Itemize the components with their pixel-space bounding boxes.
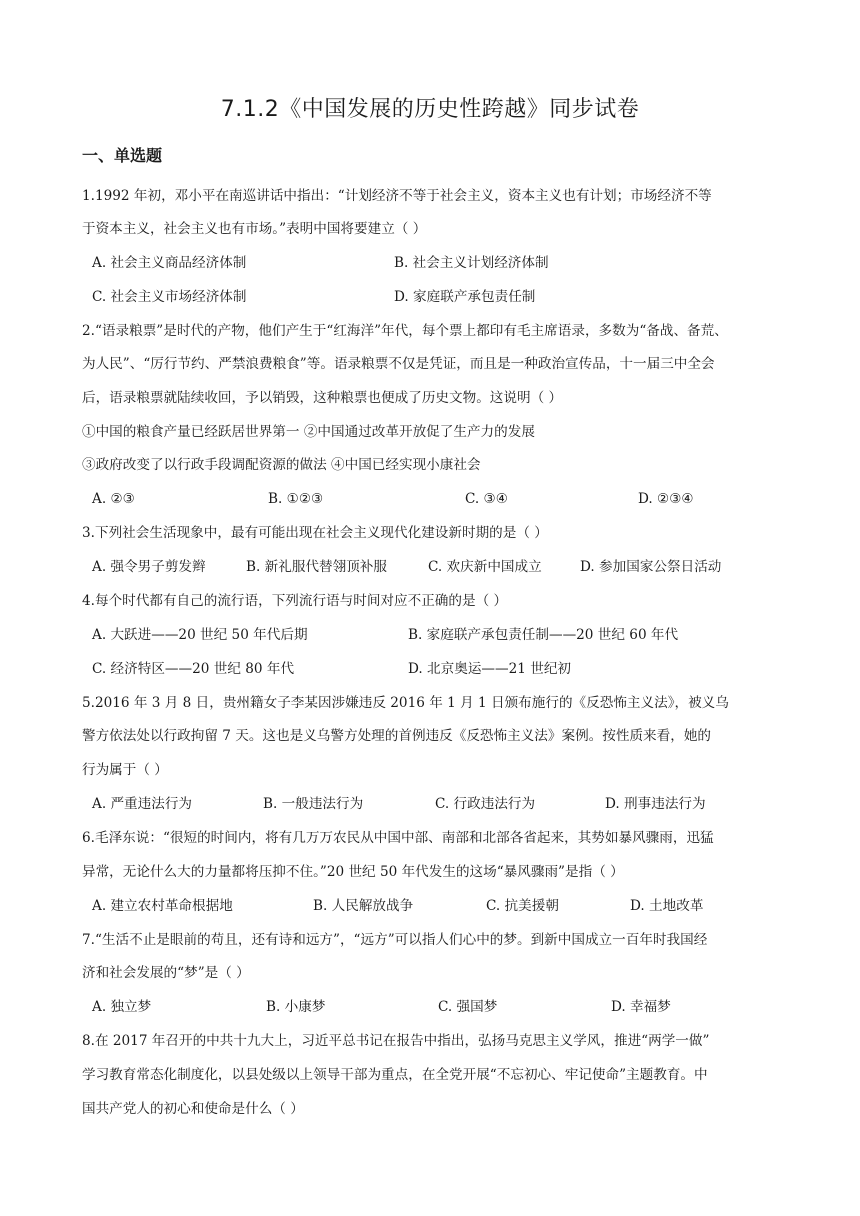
question-2-option-b: B. ①②③ — [268, 491, 324, 507]
question-1-line-2: 于资本主义，社会主义也有市场。”表明中国将要建立（ ） — [82, 221, 427, 237]
question-6-line-1: 6.毛泽东说：“很短的时间内，将有几万万农民从中国中部、南部和北部各省起来，其势如暴风骤雨，迅猛 — [82, 830, 714, 846]
question-6-line-2: 异常，无论什么大的力量都将压抑不住。”20 世纪 50 年代发生的这场“暴风骤雨”是指（ ） — [82, 864, 624, 880]
question-4-line-1: 4.每个时代都有自己的流行语，下列流行语与时间对应不正确的是（ ） — [82, 593, 508, 609]
question-1-option-d: D. 家庭联产承包责任制 — [394, 289, 536, 305]
question-5-option-a: A. 严重违法行为 — [92, 796, 193, 812]
question-7-option-b: B. 小康梦 — [266, 999, 326, 1015]
question-7-line-2: 济和社会发展的“梦”是（ ） — [82, 965, 250, 981]
question-4-option-b: B. 家庭联产承包责任制——20 世纪 60 年代 — [408, 627, 679, 643]
question-8-line-2: 学习教育常态化制度化，以县处级以上领导干部为重点，在全党开展“不忘初心、牢记使命”主题教育。中 — [82, 1067, 708, 1083]
question-6-option-d: D. 土地改革 — [630, 898, 704, 914]
question-3-line-1: 3.下列社会生活现象中，最有可能出现在社会主义现代化建设新时期的是（ ） — [82, 525, 548, 541]
question-4-option-d: D. 北京奥运——21 世纪初 — [408, 661, 572, 677]
question-2-option-a: A. ②③ — [92, 491, 135, 507]
question-6-option-c: C. 抗美援朝 — [486, 898, 559, 914]
question-1-line-1: 1.1992 年初，邓小平在南巡讲话中指出：“计划经济不等于社会主义，资本主义也有计划；市场经济不等 — [82, 188, 712, 204]
question-1-option-c: C. 社会主义市场经济体制 — [92, 289, 247, 305]
question-7-option-c: C. 强国梦 — [438, 999, 498, 1015]
question-2-statement-1-2: ①中国的粮食产量已经跃居世界第一 ②中国通过改革开放促了生产力的发展 — [82, 424, 535, 440]
page-title: 7.1.2《中国发展的历史性跨越》同步试卷 — [220, 97, 640, 122]
question-4-option-a: A. 大跃进——20 世纪 50 年代后期 — [92, 627, 308, 643]
question-7-option-d: D. 幸福梦 — [611, 999, 671, 1015]
question-2-line-2: 为人民”、“厉行节约、严禁浪费粮食”等。语录粮票不仅是凭证，而且是一种政治宣传品，十一届三中全会 — [82, 356, 715, 372]
question-5-option-c: C. 行政违法行为 — [435, 796, 536, 812]
question-7-line-1: 7.“生活不止是眼前的苟且，还有诗和远方”，“远方”可以指人们心中的梦。到新中国成立一百年时我国经 — [82, 932, 708, 948]
question-5-line-1: 5.2016 年 3 月 8 日，贵州籍女子李某因涉嫌违反 2016 年 1 月 1 日颁布施行的《反恐怖主义法》，被义乌 — [82, 695, 729, 711]
question-1-option-a: A. 社会主义商品经济体制 — [92, 255, 247, 271]
question-7-option-a: A. 独立梦 — [92, 999, 152, 1015]
question-3-option-c: C. 欢庆新中国成立 — [428, 559, 542, 575]
question-3-option-a: A. 强令男子剪发辫 — [92, 559, 206, 575]
question-2-statement-3-4: ③政府改变了以行政手段调配资源的做法 ④中国已经实现小康社会 — [82, 457, 481, 473]
question-2-line-3: 后，语录粮票就陆续收回，予以销毁，这种粮票也便成了历史文物。这说明（ ） — [82, 390, 563, 406]
question-4-option-c: C. 经济特区——20 世纪 80 年代 — [92, 661, 295, 677]
question-5-option-d: D. 刑事违法行为 — [605, 796, 706, 812]
question-6-option-b: B. 人民解放战争 — [313, 898, 414, 914]
question-2-option-d: D. ②③④ — [638, 491, 694, 507]
question-5-option-b: B. 一般违法行为 — [263, 796, 364, 812]
question-1-option-b: B. 社会主义计划经济体制 — [394, 255, 549, 271]
question-8-line-1: 8.在 2017 年召开的中共十九大上，习近平总书记在报告中指出，弘扬马克思主义学风，推进“两学一做” — [82, 1033, 710, 1049]
question-6-option-a: A. 建立农村革命根据地 — [92, 898, 233, 914]
question-2-line-1: 2.“语录粮票”是时代的产物，他们产生于“红海洋”年代，每个票上都印有毛主席语录，多数为“备战、备荒、 — [82, 323, 728, 339]
question-3-option-d: D. 参加国家公祭日活动 — [580, 559, 722, 575]
question-8-line-3: 国共产党人的初心和使命是什么（ ） — [82, 1101, 304, 1117]
question-2-option-c: C. ③④ — [465, 491, 508, 507]
question-3-option-b: B. 新礼服代替翎顶补服 — [246, 559, 387, 575]
section-heading: 一、单选题 — [82, 146, 163, 165]
question-5-line-2: 警方依法处以行政拘留 7 天。这也是义乌警方处理的首例违反《反恐怖主义法》案例。按性质来看，她的 — [82, 728, 712, 744]
question-5-line-3: 行为属于（ ） — [82, 762, 168, 778]
